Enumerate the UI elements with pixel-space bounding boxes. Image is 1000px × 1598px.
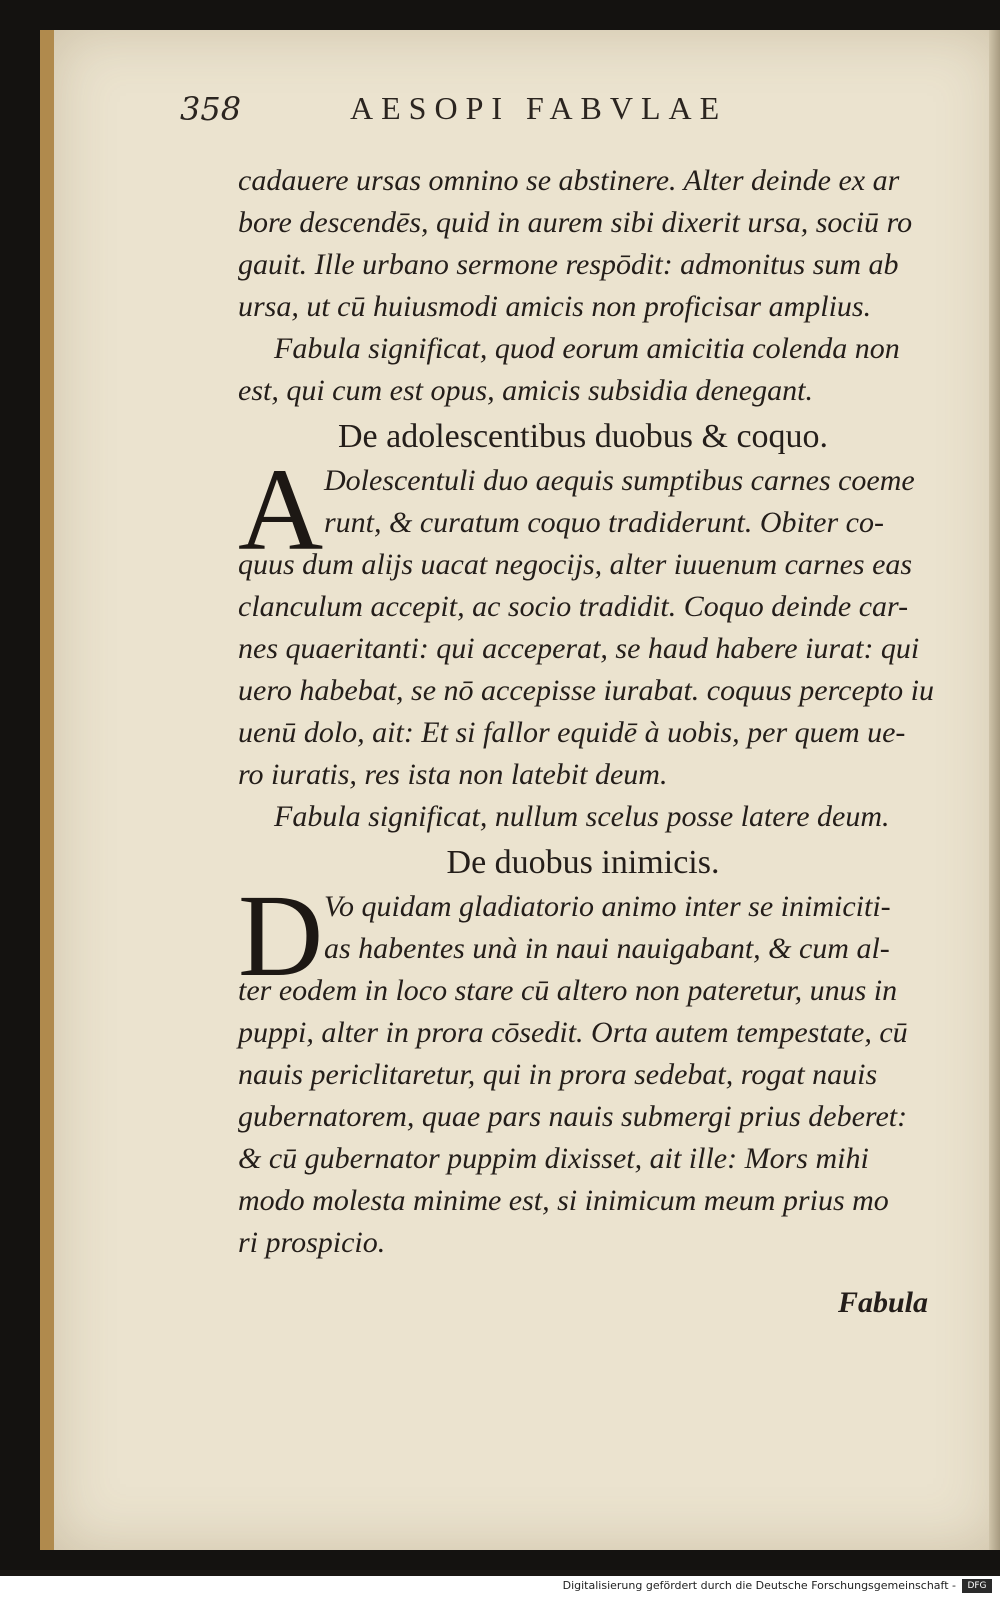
fable-heading: De duobus inimicis. — [446, 844, 720, 881]
text-line: gauit. Ille urbano sermone respōdit: admonitus sum ab — [238, 248, 899, 281]
fable1-ending — [238, 160, 928, 412]
running-title: AESOPI FABVLAE — [350, 90, 728, 126]
footer-bar — [0, 1576, 1000, 1598]
running-head — [180, 90, 920, 140]
moral-line: Fabula significat, quod eorum amicitia colenda non — [274, 332, 900, 365]
text-line: ter eodem in loco stare cū altero non pateretur, unus in — [238, 974, 898, 1007]
text-line: Dolescentuli duo aequis sumptibus carnes coeme — [324, 464, 915, 497]
drop-capital: A — [238, 444, 324, 575]
drop-capital: D — [238, 870, 324, 1001]
text-line: uenū dolo, ait: Et si fallor equidē à uobis, per quem ue- — [238, 716, 906, 749]
text-line: ursa, ut cū huiusmodi amicis non proficisar amplius. — [238, 290, 872, 323]
text-line: Vo quidam gladiatorio animo inter se inimiciti- — [324, 890, 891, 923]
fable2-body — [238, 444, 934, 838]
text-line: quus dum alijs uacat negocijs, alter iuuenum carnes eas — [238, 548, 913, 581]
text-line: gubernatorem, quae pars nauis submergi prius deberet: — [238, 1100, 908, 1133]
text-line: modo molesta minime est, si inimicum meum prius mo — [238, 1184, 889, 1217]
page-number: 358 — [180, 90, 242, 128]
fable-heading: De adolescentibus duobus & coquo. — [337, 418, 829, 455]
text-line: as habentes unà in naui nauigabant, & cum al- — [324, 932, 890, 965]
page-edge — [989, 30, 1000, 1550]
text-line: nes quaeritanti: qui acceperat, se haud habere iurat: qui — [238, 632, 920, 665]
text-line: cadauere ursas omnino se abstinere. Alter deinde ex ar — [238, 164, 900, 197]
text-line: uero habebat, se nō accepisse iurabat. coquus percepto iu — [238, 674, 934, 707]
text-line: runt, & curatum coquo tradiderunt. Obiter co- — [324, 506, 884, 539]
text-block — [238, 160, 934, 1320]
text-line: nauis periclitaretur, qui in prora sedebat, rogat nauis — [238, 1058, 878, 1091]
catchword: Fabula — [837, 1286, 928, 1319]
dfg-logo: DFG — [962, 1579, 992, 1593]
text-line: & cū gubernator puppim dixisset, ait ille: Mors mihi — [238, 1142, 869, 1175]
text-line: ro iuratis, res ista non latebit deum. — [238, 758, 668, 791]
text-line: puppi, alter in prora cōsedit. Orta autem tempestate, cū — [238, 1016, 908, 1049]
moral-line: Fabula significat, nullum scelus posse latere deum. — [274, 800, 890, 833]
fable3-body — [238, 870, 928, 1264]
text-line: ri prospicio. — [238, 1226, 386, 1259]
funding-credit: Digitalisierung gefördert durch die Deutsche Forschungsgemeinschaft - — [562, 1579, 956, 1592]
text-line: clanculum accepit, ac socio tradidit. Coquo deinde car- — [238, 590, 909, 623]
text-line: bore descendēs, quid in aurem sibi dixerit ursa, sociū ro — [238, 206, 913, 239]
moral-line: est, qui cum est opus, amicis subsidia denegant. — [238, 374, 813, 407]
